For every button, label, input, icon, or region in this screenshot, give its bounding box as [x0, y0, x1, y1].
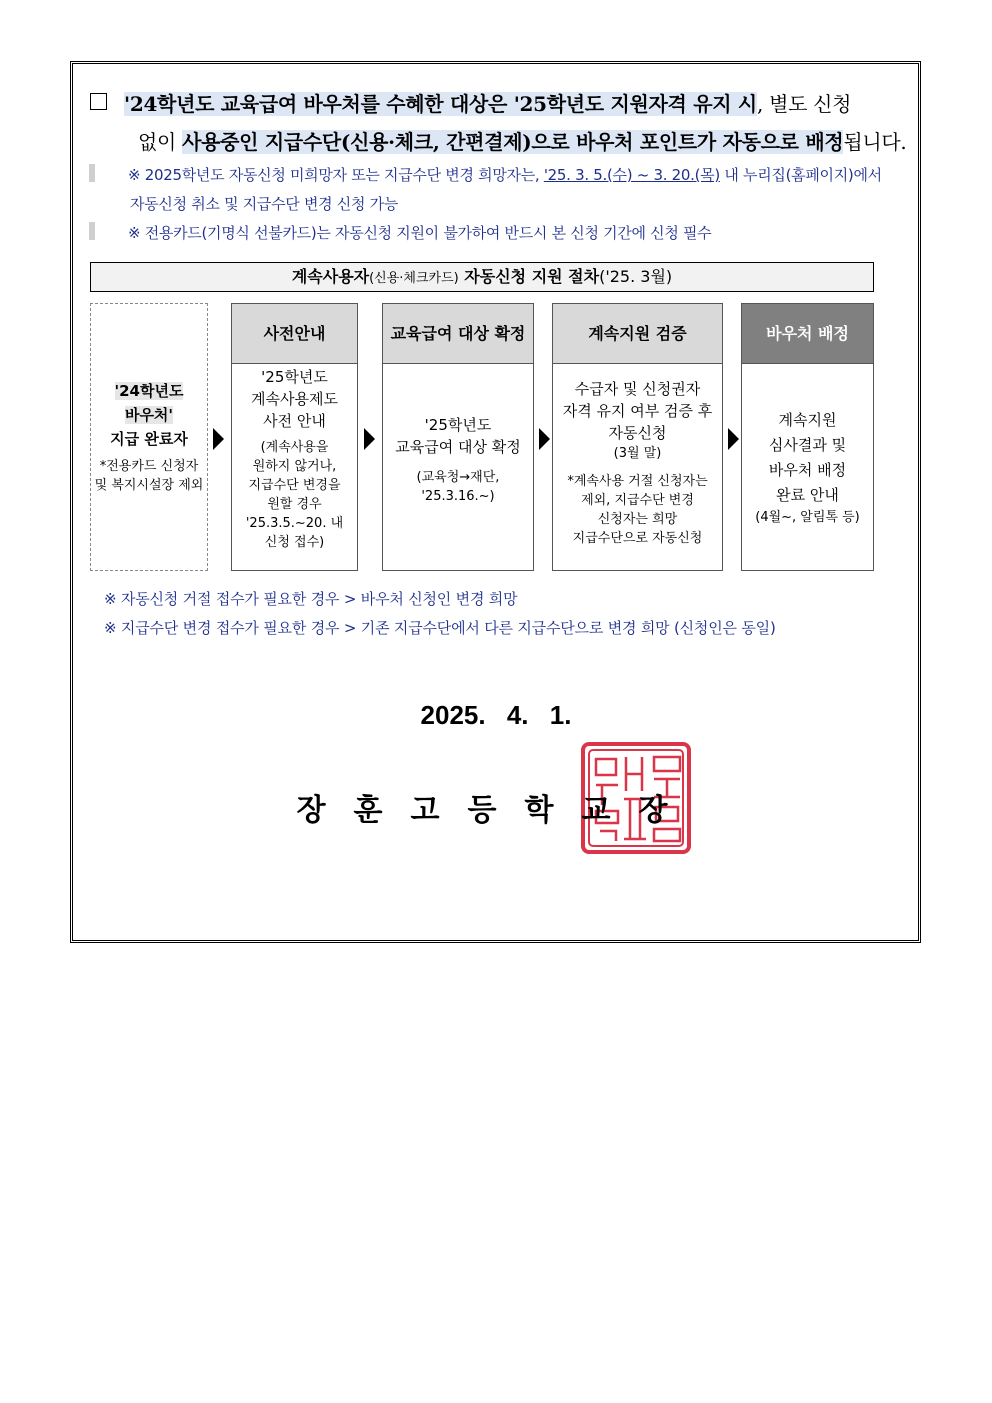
note-2: ※ 전용카드(기명식 선불카드)는 자동신청 지원이 불가하여 반드시 본 신청 기간에 신청 필수 — [128, 224, 712, 242]
step-text: 교육급여 대상 확정 — [395, 438, 521, 456]
step-text: 사전 안내 — [263, 412, 326, 430]
step-target-confirm — [382, 303, 534, 571]
step-text: 자동신청 — [608, 424, 667, 442]
step-note: *계속사용 거절 신청자는 — [567, 474, 708, 489]
step-note: '25.3.5.~20. 내 — [245, 516, 344, 531]
step-text: 바우처 배정 — [768, 461, 847, 479]
step-note: 제외, 지급수단 변경 — [581, 493, 694, 508]
step-note: (교육청→재단, — [416, 470, 500, 485]
step-note: 지급수단으로 자동신청 — [572, 531, 703, 546]
arrow-right-icon — [213, 428, 224, 450]
step-voucher-assign-title: 바우처 배정 — [742, 304, 873, 364]
procedure-title-main: 계속사용자 — [291, 267, 370, 286]
footnote-2: ※ 지급수단 변경 접수가 필요한 경우 > 기존 지급수단에서 다른 지급수단으로 변경 희망 (신청인은 동일) — [104, 619, 776, 637]
step-text: 수급자 및 신청권자 — [574, 380, 701, 398]
main-statement-rest1: , 별도 신청 — [756, 92, 852, 116]
note-1-continued: 자동신청 취소 및 지급수단 변경 신청 가능 — [130, 195, 399, 213]
step-text: 계속사용제도 — [251, 390, 338, 408]
procedure-title-period: ('25. 3월) — [599, 267, 673, 286]
note-1-period: '25. 3. 5.(수) ~ 3. 20.(목) — [543, 166, 720, 184]
recipients-line3: 지급 완료자 — [110, 430, 188, 448]
recipients-note1: *전용카드 신청자 — [99, 459, 199, 474]
step-note: 지급수단 변경을 — [248, 478, 341, 493]
step-voucher-assign — [741, 303, 874, 571]
step-text: 자격 유지 여부 검증 후 — [562, 402, 713, 420]
step-note: (4월~, 알림톡 등) — [755, 510, 860, 525]
checkbox-icon — [90, 93, 107, 110]
recipients-line1: '24학년도 — [114, 382, 184, 400]
step-note: 원하지 않거나, — [252, 459, 337, 474]
procedure-title-support: 자동신청 지원 절차 — [458, 267, 600, 286]
note-1 — [128, 164, 882, 185]
step-text: 심사결과 및 — [768, 436, 847, 454]
step-note: 원할 경우 — [267, 497, 322, 512]
step-note: '25.3.16.~) — [421, 489, 495, 504]
main-statement-line2 — [138, 126, 906, 155]
note-1-text: ※ 2025학년도 자동신청 미희망자 또는 지급수단 변경 희망자는, — [128, 166, 544, 184]
step-text: '25학년도 — [424, 416, 492, 434]
arrow-right-icon — [539, 428, 550, 450]
footnote-1: ※ 자동신청 거절 접수가 필요한 경우 > 바우처 신청인 변경 희망 — [104, 590, 518, 608]
note-marker — [89, 164, 95, 182]
step-note: 신청 접수) — [264, 535, 325, 550]
step-pre-notice-title: 사전안내 — [232, 304, 357, 364]
recipients-line2: 바우처' — [124, 406, 174, 424]
note-1-text-end: 내 누리집(홈페이지)에서 — [719, 166, 882, 184]
main-statement-lead2: 없이 — [138, 130, 183, 154]
recipients-note2: 및 복지시설장 제외 — [94, 478, 204, 493]
step-note: 신청자는 희망 — [597, 512, 678, 527]
procedure-title-cards: (신용·체크카드) — [369, 271, 459, 286]
procedure-title — [90, 262, 874, 292]
note-marker — [89, 222, 95, 240]
eligible-recipients-box — [90, 303, 208, 571]
step-note: (3월 말) — [613, 446, 662, 461]
step-note: (계속사용을 — [260, 440, 329, 455]
main-statement-highlight2: 사용중인 지급수단(신용·체크, 간편결제)으로 바우처 포인트가 자동으로 배정 — [182, 130, 844, 154]
arrow-right-icon — [364, 428, 375, 450]
principal-signature: 장훈고등학교장 — [296, 793, 696, 828]
main-statement-rest2: 됩니다. — [843, 130, 907, 154]
arrow-right-icon — [728, 428, 739, 450]
step-text: '25학년도 — [261, 368, 328, 386]
issue-date: 2025. 4. 1. — [420, 700, 572, 730]
main-statement-line1 — [124, 88, 851, 117]
step-text: 계속지원 — [778, 411, 837, 429]
step-pre-notice — [231, 303, 358, 571]
main-statement-highlight1: '24학년도 교육급여 바우처를 수혜한 대상은 '25학년도 지원자격 유지 시 — [124, 92, 757, 116]
step-target-confirm-title: 교육급여 대상 확정 — [383, 304, 533, 364]
step-verification-title: 계속지원 검증 — [553, 304, 722, 364]
step-text: 완료 안내 — [776, 486, 839, 504]
step-verification — [552, 303, 723, 571]
